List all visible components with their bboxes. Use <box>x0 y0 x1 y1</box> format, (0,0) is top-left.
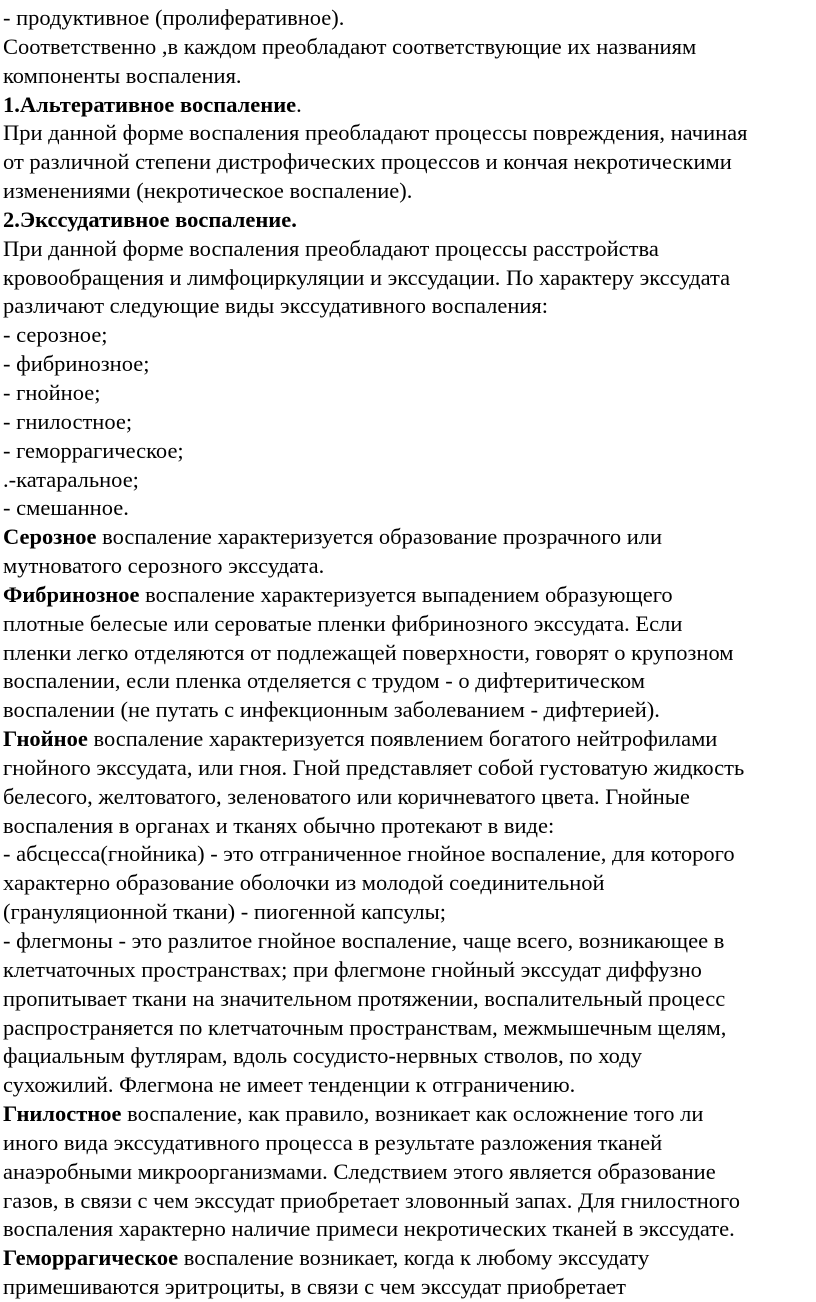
text-line <box>3 119 810 148</box>
bold-term: Серозное <box>3 524 97 550</box>
line-text: - фибринозное; <box>3 351 150 377</box>
line-text: воспаления в органах и тканях обычно протекают в виде: <box>3 812 555 838</box>
text-line <box>3 1273 810 1302</box>
line-text: характерно образование оболочки из молодой соединительной <box>3 870 605 896</box>
text-line <box>3 1158 810 1187</box>
line-text: - гнойное; <box>3 379 101 405</box>
text-line <box>3 869 810 898</box>
bold-term: 1.Альтеративное воспаление <box>3 91 297 117</box>
text-line <box>3 206 810 235</box>
line-text: воспаление характеризуется выпадением образующего <box>139 581 673 607</box>
text-line <box>3 927 810 956</box>
line-text: - флегмоны - это разлитое гнойное воспаление, чаще всего, возникающее в <box>3 928 725 953</box>
text-line <box>3 264 810 293</box>
text-line <box>3 321 810 350</box>
text-line <box>3 466 810 495</box>
text-line <box>3 1100 810 1129</box>
line-text: распространяется по клетчаточным пространствам, межмышечным щелям, <box>3 1014 727 1040</box>
text-line <box>3 552 810 581</box>
text-line <box>3 725 810 754</box>
text-line <box>3 754 810 783</box>
line-text: воспалении, если пленка отделяется с трудом - о дифтеритическом <box>3 668 645 694</box>
line-text: сухожилий. Флегмона не имеет тенденции к отграничению. <box>3 1072 576 1098</box>
line-text: . <box>296 91 302 117</box>
line-text: мутноватого серозного экссудата. <box>3 553 325 579</box>
text-line <box>3 292 810 321</box>
line-text: иного вида экссудативного процесса в результате разложения тканей <box>3 1129 663 1155</box>
text-line <box>3 696 810 725</box>
line-text: воспаления характерно наличие примеси некротических тканей в экссудате. <box>3 1216 735 1242</box>
line-text: - смешанное. <box>3 495 129 521</box>
text-line <box>3 1244 810 1273</box>
text-line <box>3 91 810 120</box>
line-text: Соответственно ,в каждом преобладают соответствующие их названиям <box>3 33 697 59</box>
text-line <box>3 985 810 1014</box>
line-text: воспаление характеризуется образование прозрачного или <box>96 524 663 550</box>
line-text: - геморрагическое; <box>3 437 184 463</box>
text-line <box>3 62 810 91</box>
text-line <box>3 350 810 379</box>
line-text: пропитывает ткани на значительном протяжении, воспалительный процесс <box>3 985 726 1011</box>
text-line <box>3 1042 810 1071</box>
line-text: от различной степени дистрофических процессов и кончая некротическими <box>3 149 732 175</box>
line-text: - абсцесса(гнойника) - это отграниченное гнойное воспаление, для которого <box>3 841 735 867</box>
text-line <box>3 177 810 206</box>
line-text: изменениями (некротическое воспаление). <box>3 178 413 204</box>
text-line <box>3 1215 810 1244</box>
text-line <box>3 898 810 927</box>
line-text: газов, в связи с чем экссудат приобретает зловонный запах. Для гнилостного <box>3 1187 740 1213</box>
line-text: (грануляционной ткани) - пиогенной капсулы; <box>3 899 447 925</box>
text-line <box>3 1071 810 1100</box>
line-text: воспаление характеризуется появлением богатого нейтрофилами <box>87 726 718 752</box>
text-line <box>3 379 810 408</box>
line-text: При данной форме воспаления преобладают процессы повреждения, начиная <box>3 120 748 146</box>
text-line <box>3 581 810 610</box>
text-line <box>3 1014 810 1043</box>
line-text: - гнилостное; <box>3 408 133 434</box>
line-text: компоненты воспаления. <box>3 62 242 88</box>
text-line <box>3 523 810 552</box>
text-line <box>3 437 810 466</box>
line-text: .-катаральное; <box>3 466 139 492</box>
bold-term: Геморрагическое <box>3 1245 179 1271</box>
line-text: - серозное; <box>3 322 108 348</box>
line-text: анаэробными микроорганизмами. Следствием этого является образование <box>3 1158 716 1184</box>
line-text: воспаление возникает, когда к любому экссудату <box>178 1245 650 1271</box>
text-line <box>3 148 810 177</box>
line-text: фациальным футлярам, вдоль сосудисто-нервных стволов, по ходу <box>3 1043 642 1069</box>
line-text: пленки легко отделяются от подлежащей поверхности, говорят о крупозном <box>3 639 734 665</box>
text-line <box>3 840 810 869</box>
text-line <box>3 783 810 812</box>
line-text: плотные белесые или сероватые пленки фибринозного экссудата. Если <box>3 610 683 636</box>
line-text: различают следующие виды экссудативного воспаления: <box>3 293 549 319</box>
text-line <box>3 408 810 437</box>
text-line <box>3 235 810 264</box>
line-text: При данной форме воспаления преобладают процессы расстройства <box>3 235 659 261</box>
text-line <box>3 956 810 985</box>
bold-term: 2.Экссудативное воспаление. <box>3 206 297 232</box>
line-text: гнойного экссудата, или гноя. Гной представляет собой густоватую жидкость <box>3 754 745 780</box>
line-text: воспаление, как правило, возникает как осложнение того ли <box>121 1101 704 1127</box>
text-line <box>3 1129 810 1158</box>
bold-term: Гнилостное <box>3 1101 122 1127</box>
bold-term: Гнойное <box>3 726 88 752</box>
line-text: белесого, желтоватого, зеленоватого или коричневатого цвета. Гнойные <box>3 783 690 809</box>
text-line <box>3 1187 810 1216</box>
line-text: примешиваются эритроциты, в связи с чем экссудат приобретает <box>3 1274 626 1300</box>
text-line <box>3 494 810 523</box>
text-line <box>3 812 810 841</box>
document-body <box>3 4 810 1302</box>
line-text: - продуктивное (пролиферативное). <box>3 5 345 30</box>
text-line <box>3 639 810 668</box>
text-line <box>3 667 810 696</box>
text-line <box>3 610 810 639</box>
bold-term: Фибринозное <box>3 581 140 607</box>
text-line <box>3 33 810 62</box>
line-text: воспалении (не путать с инфекционным заболеванием - дифтерией). <box>3 697 660 723</box>
line-text: кровообращения и лимфоциркуляции и экссудации. По характеру экссудата <box>3 264 731 290</box>
text-line <box>3 4 810 33</box>
line-text: клетчаточных пространствах; при флегмоне гнойный экссудат диффузно <box>3 956 702 982</box>
